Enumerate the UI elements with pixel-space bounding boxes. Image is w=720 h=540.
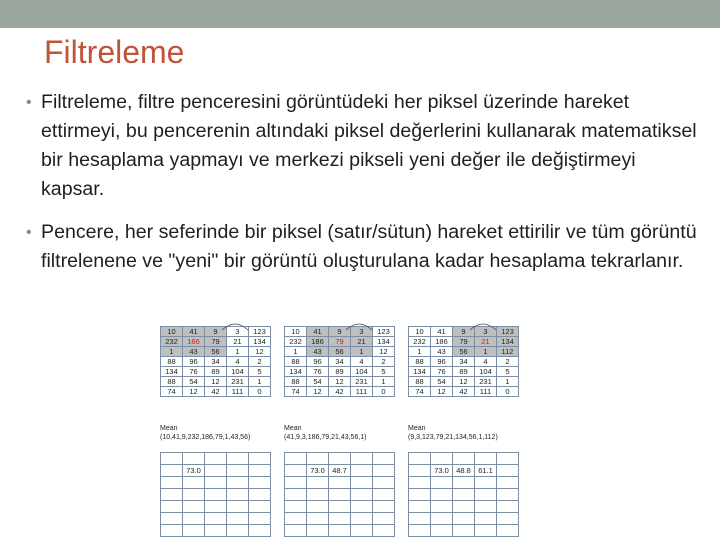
output-cell — [183, 453, 205, 465]
output-cell — [227, 513, 249, 525]
grid-cell: 5 — [373, 367, 395, 377]
output-cell — [351, 489, 373, 501]
grid-cell: 76 — [431, 367, 453, 377]
output-cell — [351, 513, 373, 525]
output-cell — [497, 501, 519, 513]
output-cell — [497, 453, 519, 465]
grid-cell: 186 — [183, 337, 205, 347]
output-cell — [329, 513, 351, 525]
output-cell: 48.8 — [453, 465, 475, 477]
output-row — [161, 465, 271, 477]
output-cell — [475, 513, 497, 525]
grid-cell: 89 — [205, 367, 227, 377]
output-cell — [351, 453, 373, 465]
grid-row — [161, 347, 271, 357]
bullet-text-1: Filtreleme, filtre penceresini görüntüdeki her piksel üzerinde hareket ettirmeyi, bu pencerenin altındaki piksel değerlerini kullanarak matematiksel bir hesaplama yapmayı ve merkezi pikseli yeni değer ile değiştirmeyi kapsar. — [41, 91, 697, 200]
slide-title: Filtreleme — [44, 34, 185, 70]
output-cell — [497, 477, 519, 489]
grid-cell: 134 — [285, 367, 307, 377]
output-cell — [205, 465, 227, 477]
grid-cell: 1 — [161, 347, 183, 357]
grid-cell: 1 — [227, 347, 249, 357]
grid-cell: 3 — [227, 327, 249, 337]
bullet-item-1 — [24, 88, 704, 204]
output-row — [409, 501, 519, 513]
grid-cell: 111 — [227, 387, 249, 397]
mean-label: Mean — [408, 425, 426, 432]
grid-row — [285, 337, 395, 347]
grid-row — [285, 367, 395, 377]
output-cell — [249, 501, 271, 513]
grid-row — [161, 387, 271, 397]
output-cell — [373, 525, 395, 537]
grid-cell: 123 — [373, 327, 395, 337]
grid-cell: 111 — [351, 387, 373, 397]
output-cell — [307, 513, 329, 525]
output-cell — [475, 525, 497, 537]
grid-cell: 12 — [453, 377, 475, 387]
grid-cell: 88 — [409, 357, 431, 367]
output-cell — [249, 525, 271, 537]
grid-cell: 2 — [373, 357, 395, 367]
output-cell — [373, 501, 395, 513]
output-grid-2 — [284, 452, 395, 537]
grid-cell: 54 — [431, 377, 453, 387]
grid-row — [409, 327, 519, 337]
mean-caption-1 — [160, 424, 250, 442]
output-cell — [249, 465, 271, 477]
grid-cell: 41 — [431, 327, 453, 337]
grid-cell: 1 — [351, 347, 373, 357]
grid-cell: 76 — [183, 367, 205, 377]
output-cell — [205, 489, 227, 501]
output-cell — [475, 501, 497, 513]
grid-cell: 54 — [307, 377, 329, 387]
grid-cell: 42 — [453, 387, 475, 397]
output-row — [409, 453, 519, 465]
grid-cell: 21 — [351, 337, 373, 347]
grid-cell: 43 — [183, 347, 205, 357]
grid-cell: 88 — [285, 377, 307, 387]
grid-row — [409, 387, 519, 397]
grid-cell: 88 — [409, 377, 431, 387]
pixel-grid-1 — [160, 326, 271, 397]
output-cell — [497, 513, 519, 525]
bullet-dot-icon: • — [26, 224, 32, 241]
output-cell — [409, 525, 431, 537]
output-cell — [307, 501, 329, 513]
output-cell — [183, 513, 205, 525]
grid-cell: 10 — [161, 327, 183, 337]
output-cell — [373, 513, 395, 525]
output-cell — [227, 501, 249, 513]
output-row — [409, 525, 519, 537]
output-cell — [183, 489, 205, 501]
grid-row — [285, 347, 395, 357]
grid-row — [285, 387, 395, 397]
grid-cell: 56 — [453, 347, 475, 357]
output-cell — [161, 465, 183, 477]
output-cell — [329, 477, 351, 489]
output-row — [161, 477, 271, 489]
output-cell — [351, 525, 373, 537]
grid-cell: 34 — [205, 357, 227, 367]
output-cell — [161, 453, 183, 465]
grid-cell: 96 — [183, 357, 205, 367]
grid-cell: 76 — [307, 367, 329, 377]
grid-cell: 231 — [351, 377, 373, 387]
output-cell — [205, 525, 227, 537]
grid-row — [161, 377, 271, 387]
grid-cell: 4 — [351, 357, 373, 367]
output-cell — [307, 453, 329, 465]
output-cell — [183, 525, 205, 537]
grid-row — [285, 357, 395, 367]
mean-label: Mean — [284, 425, 302, 432]
grid-cell: 12 — [183, 387, 205, 397]
output-row — [409, 489, 519, 501]
output-cell — [183, 477, 205, 489]
grid-cell: 2 — [249, 357, 271, 367]
grid-cell: 34 — [453, 357, 475, 367]
output-cell — [227, 453, 249, 465]
grid-cell: 4 — [475, 357, 497, 367]
grid-cell: 79 — [329, 337, 351, 347]
output-cell — [161, 513, 183, 525]
grid-cell: 1 — [497, 377, 519, 387]
grid-cell: 12 — [373, 347, 395, 357]
output-cell — [249, 513, 271, 525]
output-cell — [373, 477, 395, 489]
grid-cell: 42 — [329, 387, 351, 397]
output-cell — [475, 477, 497, 489]
grid-cell: 12 — [205, 377, 227, 387]
grid-cell: 21 — [475, 337, 497, 347]
grid-cell: 5 — [497, 367, 519, 377]
output-cell — [285, 465, 307, 477]
grid-cell: 232 — [285, 337, 307, 347]
grid-cell: 54 — [183, 377, 205, 387]
grid-cell: 0 — [249, 387, 271, 397]
grid-cell: 56 — [329, 347, 351, 357]
output-cell — [409, 501, 431, 513]
grid-cell: 134 — [409, 367, 431, 377]
output-cell — [227, 489, 249, 501]
output-cell — [431, 477, 453, 489]
mean-values: (10,41,9,232,186,79,1,43,56) — [160, 434, 251, 441]
grid-cell: 10 — [409, 327, 431, 337]
mean-caption-2 — [284, 424, 367, 442]
output-row — [285, 525, 395, 537]
output-row — [161, 453, 271, 465]
grid-cell: 74 — [285, 387, 307, 397]
output-row — [285, 489, 395, 501]
grid-cell: 88 — [161, 357, 183, 367]
output-cell — [497, 489, 519, 501]
output-row — [409, 513, 519, 525]
output-cell — [307, 477, 329, 489]
grid-cell: 89 — [453, 367, 475, 377]
output-cell — [373, 453, 395, 465]
grid-cell: 10 — [285, 327, 307, 337]
grid-row — [161, 337, 271, 347]
output-cell — [373, 489, 395, 501]
grid-cell: 134 — [497, 337, 519, 347]
grid-cell: 96 — [431, 357, 453, 367]
mean-values: (41,9,3,186,79,21,43,56,1) — [284, 434, 367, 441]
grid-cell: 104 — [475, 367, 497, 377]
grid-cell: 12 — [329, 377, 351, 387]
output-cell — [205, 501, 227, 513]
grid-cell: 88 — [161, 377, 183, 387]
output-cell — [249, 489, 271, 501]
output-cell — [409, 489, 431, 501]
pixel-grid-2 — [284, 326, 395, 397]
output-cell: 73.0 — [183, 465, 205, 477]
grid-cell: 231 — [227, 377, 249, 387]
bullet-item-2 — [24, 218, 704, 276]
output-cell — [249, 453, 271, 465]
grid-row — [161, 357, 271, 367]
output-cell: 48.7 — [329, 465, 351, 477]
output-cell — [227, 477, 249, 489]
grid-cell: 134 — [161, 367, 183, 377]
grid-cell: 43 — [431, 347, 453, 357]
grid-cell: 74 — [161, 387, 183, 397]
output-cell — [285, 525, 307, 537]
grid-cell: 96 — [307, 357, 329, 367]
grid-row — [409, 347, 519, 357]
grid-row — [409, 337, 519, 347]
grid-row — [409, 357, 519, 367]
grid-cell: 186 — [431, 337, 453, 347]
top-accent-bar — [0, 0, 720, 28]
grid-cell: 42 — [205, 387, 227, 397]
output-cell — [453, 489, 475, 501]
grid-row — [285, 327, 395, 337]
grid-cell: 111 — [475, 387, 497, 397]
grid-cell: 88 — [285, 357, 307, 367]
grid-cell: 74 — [409, 387, 431, 397]
grid-cell: 123 — [249, 327, 271, 337]
grid-cell: 232 — [409, 337, 431, 347]
output-cell — [329, 489, 351, 501]
bullet-list — [24, 88, 704, 290]
output-cell — [205, 477, 227, 489]
mean-caption-3 — [408, 424, 498, 442]
grid-cell: 43 — [307, 347, 329, 357]
grid-cell: 12 — [307, 387, 329, 397]
grid-cell: 9 — [453, 327, 475, 337]
grid-cell: 79 — [453, 337, 475, 347]
output-cell: 73.0 — [431, 465, 453, 477]
grid-cell: 56 — [205, 347, 227, 357]
filter-illustration — [160, 326, 530, 540]
output-cell — [161, 525, 183, 537]
grid-cell: 134 — [249, 337, 271, 347]
output-row — [161, 525, 271, 537]
output-cell — [409, 513, 431, 525]
output-cell — [285, 477, 307, 489]
move-arrow-icon — [468, 320, 498, 332]
grid-row — [285, 377, 395, 387]
grid-row — [409, 377, 519, 387]
output-cell — [205, 513, 227, 525]
output-row — [409, 477, 519, 489]
bullet-dot-icon: • — [26, 94, 32, 111]
move-arrow-icon — [220, 320, 250, 332]
output-cell — [329, 453, 351, 465]
output-cell — [227, 525, 249, 537]
grid-cell: 9 — [329, 327, 351, 337]
output-cell — [431, 525, 453, 537]
output-cell — [475, 489, 497, 501]
output-cell — [453, 525, 475, 537]
output-cell — [409, 453, 431, 465]
output-row — [409, 465, 519, 477]
grid-cell: 4 — [227, 357, 249, 367]
output-cell — [409, 465, 431, 477]
output-cell — [329, 501, 351, 513]
grid-cell: 41 — [183, 327, 205, 337]
output-row — [285, 453, 395, 465]
grid-row — [161, 327, 271, 337]
output-cell — [227, 465, 249, 477]
output-cell: 61.1 — [475, 465, 497, 477]
output-row — [285, 501, 395, 513]
grid-row — [161, 367, 271, 377]
output-cell — [497, 525, 519, 537]
bullet-text-2: Pencere, her seferinde bir piksel (satır/sütun) hareket ettirilir ve tüm görüntü filtrelenene ve "yeni" bir görüntü oluşturulana kadar hesaplama tekrarlanır. — [41, 221, 697, 272]
grid-cell: 1 — [249, 377, 271, 387]
grid-cell: 2 — [497, 357, 519, 367]
grid-cell: 186 — [307, 337, 329, 347]
output-row — [285, 477, 395, 489]
grid-cell: 0 — [373, 387, 395, 397]
grid-cell: 1 — [373, 377, 395, 387]
move-arrow-icon — [344, 320, 374, 332]
grid-cell: 41 — [307, 327, 329, 337]
grid-cell: 1 — [475, 347, 497, 357]
grid-cell: 104 — [227, 367, 249, 377]
output-row — [161, 513, 271, 525]
mean-values: (9,3,123,79,21,134,56,1,112) — [408, 434, 498, 441]
grid-cell: 3 — [475, 327, 497, 337]
grid-cell: 12 — [249, 347, 271, 357]
grid-cell: 1 — [285, 347, 307, 357]
output-cell — [183, 501, 205, 513]
output-cell — [205, 453, 227, 465]
output-cell — [453, 453, 475, 465]
output-cell — [307, 525, 329, 537]
output-cell — [307, 489, 329, 501]
output-cell — [475, 453, 497, 465]
output-cell — [453, 513, 475, 525]
output-cell — [351, 501, 373, 513]
grid-cell: 9 — [205, 327, 227, 337]
grid-row — [409, 367, 519, 377]
output-cell — [249, 477, 271, 489]
output-cell — [285, 489, 307, 501]
output-cell: 73.0 — [307, 465, 329, 477]
output-cell — [351, 477, 373, 489]
grid-cell: 112 — [497, 347, 519, 357]
grid-cell: 34 — [329, 357, 351, 367]
output-cell — [431, 453, 453, 465]
output-row — [285, 465, 395, 477]
grid-cell: 232 — [161, 337, 183, 347]
output-cell — [409, 477, 431, 489]
output-row — [161, 489, 271, 501]
grid-cell: 123 — [497, 327, 519, 337]
output-cell — [431, 501, 453, 513]
grid-cell: 12 — [431, 387, 453, 397]
output-cell — [351, 465, 373, 477]
output-cell — [431, 489, 453, 501]
output-cell — [285, 501, 307, 513]
grid-cell: 5 — [249, 367, 271, 377]
output-cell — [329, 525, 351, 537]
grid-cell: 3 — [351, 327, 373, 337]
grid-cell: 79 — [205, 337, 227, 347]
output-cell — [431, 513, 453, 525]
grid-cell: 89 — [329, 367, 351, 377]
mean-label: Mean — [160, 425, 178, 432]
grid-cell: 1 — [409, 347, 431, 357]
output-cell — [497, 465, 519, 477]
output-cell — [285, 453, 307, 465]
output-cell — [373, 465, 395, 477]
pixel-grid-3 — [408, 326, 519, 397]
output-cell — [453, 501, 475, 513]
output-cell — [161, 489, 183, 501]
output-cell — [161, 501, 183, 513]
output-grid-3 — [408, 452, 519, 537]
grid-cell: 134 — [373, 337, 395, 347]
output-cell — [161, 477, 183, 489]
output-cell — [453, 477, 475, 489]
grid-cell: 21 — [227, 337, 249, 347]
output-cell — [285, 513, 307, 525]
grid-cell: 0 — [497, 387, 519, 397]
output-grid-1 — [160, 452, 271, 537]
output-row — [285, 513, 395, 525]
grid-cell: 104 — [351, 367, 373, 377]
output-row — [161, 501, 271, 513]
grid-cell: 231 — [475, 377, 497, 387]
